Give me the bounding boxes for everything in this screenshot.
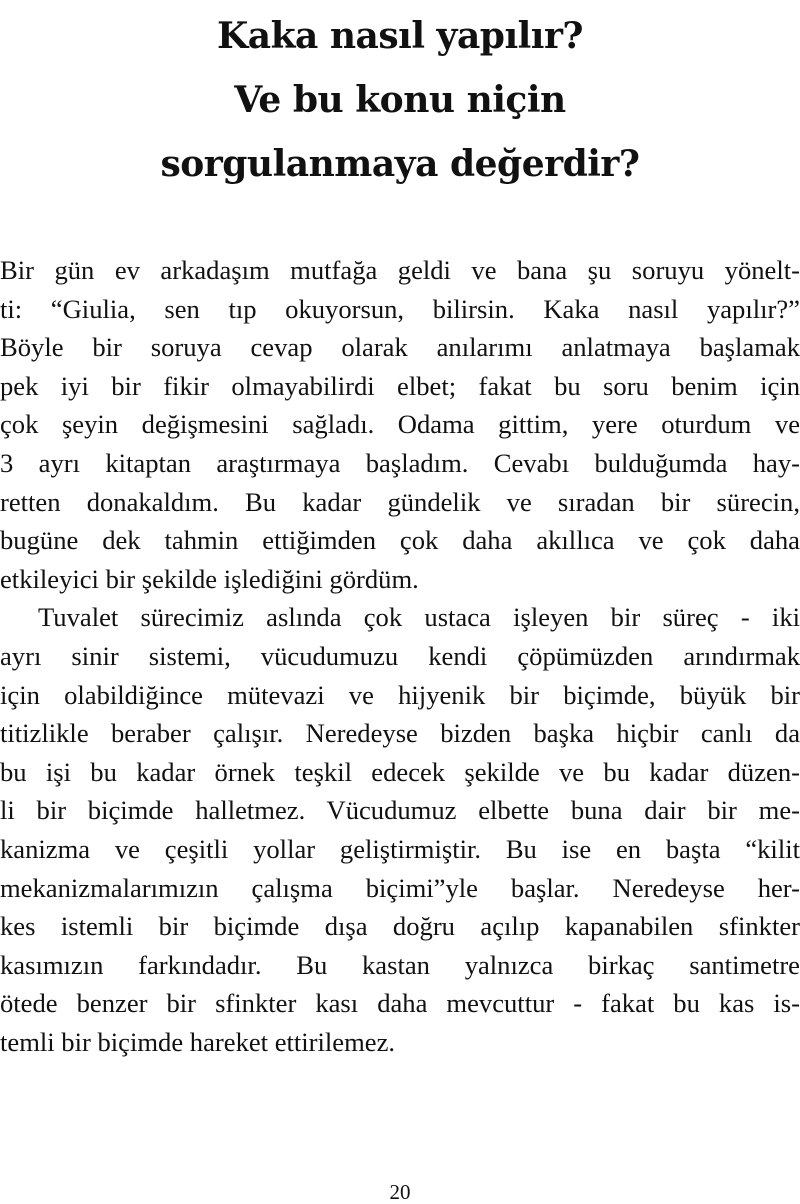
chapter-title-line: Ve bu konu niçin xyxy=(234,79,566,121)
body-text xyxy=(0,251,800,1061)
chapter-title-line: Kaka nasıl yapılır? xyxy=(216,15,584,57)
text-line: kasımızın farkındadır. Bu kastan yalnızca birkaç santimetre xyxy=(0,949,800,980)
chapter-title-line: sorgulanmaya değerdir? xyxy=(160,143,640,185)
text-line: li bir biçimde halletmez. Vücudumuz elbette buna dair bir me- xyxy=(0,795,800,826)
text-line: ötede benzer bir sfinkter kası daha mevcuttur - fakat bu kas is- xyxy=(0,988,800,1019)
text-line: için olabildiğince mütevazi ve hijyenik bir biçimde, büyük bir xyxy=(0,679,800,710)
text-line: etkileyici bir şekilde işlediğini gördüm. xyxy=(0,563,419,594)
paragraph-1 xyxy=(0,251,800,598)
text-line: titizlikle beraber çalışır. Neredeyse bizden başka hiçbir canlı da xyxy=(0,718,800,749)
text-line: mekanizmalarımızın çalışma biçimi”yle başlar. Neredeyse her- xyxy=(0,872,800,903)
text-line: bu işi bu kadar örnek teşkil edecek şekilde ve bu kadar düzen- xyxy=(0,756,800,787)
text-line: Bir gün ev arkadaşım mutfağa geldi ve bana şu soruyu yönelt- xyxy=(0,255,800,285)
text-line: çok şeyin değişmesini sağladı. Odama gittim, yere oturdum ve xyxy=(0,409,800,440)
text-line: ayrı sinir sistemi, vücudumuzu kendi çöpümüzden arındırmak xyxy=(0,640,800,671)
chapter-title xyxy=(0,4,800,196)
text-line: pek iyi bir fikir olmayabilirdi elbet; fakat bu soru benim için xyxy=(0,370,800,401)
text-line: kes istemli bir biçimde dışa doğru açılıp kapanabilen sfinkter xyxy=(0,911,800,942)
text-line: temli bir biçimde hareket ettirilemez. xyxy=(0,1026,396,1057)
text-line: ti: “Giulia, sen tıp okuyorsun, bilirsin. Kaka nasıl yapılır?” xyxy=(0,293,800,324)
text-line: 3 ayrı kitaptan araştırmaya başladım. Cevabı bulduğumda hay- xyxy=(0,447,800,478)
text-line: kanizma ve çeşitli yollar geliştirmiştir. Bu ise en başta “kilit xyxy=(0,833,800,864)
text-line: retten donakaldım. Bu kadar gündelik ve sıradan bir sürecin, xyxy=(0,486,800,517)
text-line: Tuvalet sürecimiz aslında çok ustaca işleyen bir süreç - iki xyxy=(38,602,800,633)
page-number: 20 xyxy=(389,1180,411,1204)
text-line: Böyle bir soruya cevap olarak anılarımı anlatmaya başlamak xyxy=(0,332,800,363)
text-line: bugüne dek tahmin ettiğimden çok daha akıllıca ve çok daha xyxy=(0,525,800,556)
paragraph-2 xyxy=(0,598,800,1061)
